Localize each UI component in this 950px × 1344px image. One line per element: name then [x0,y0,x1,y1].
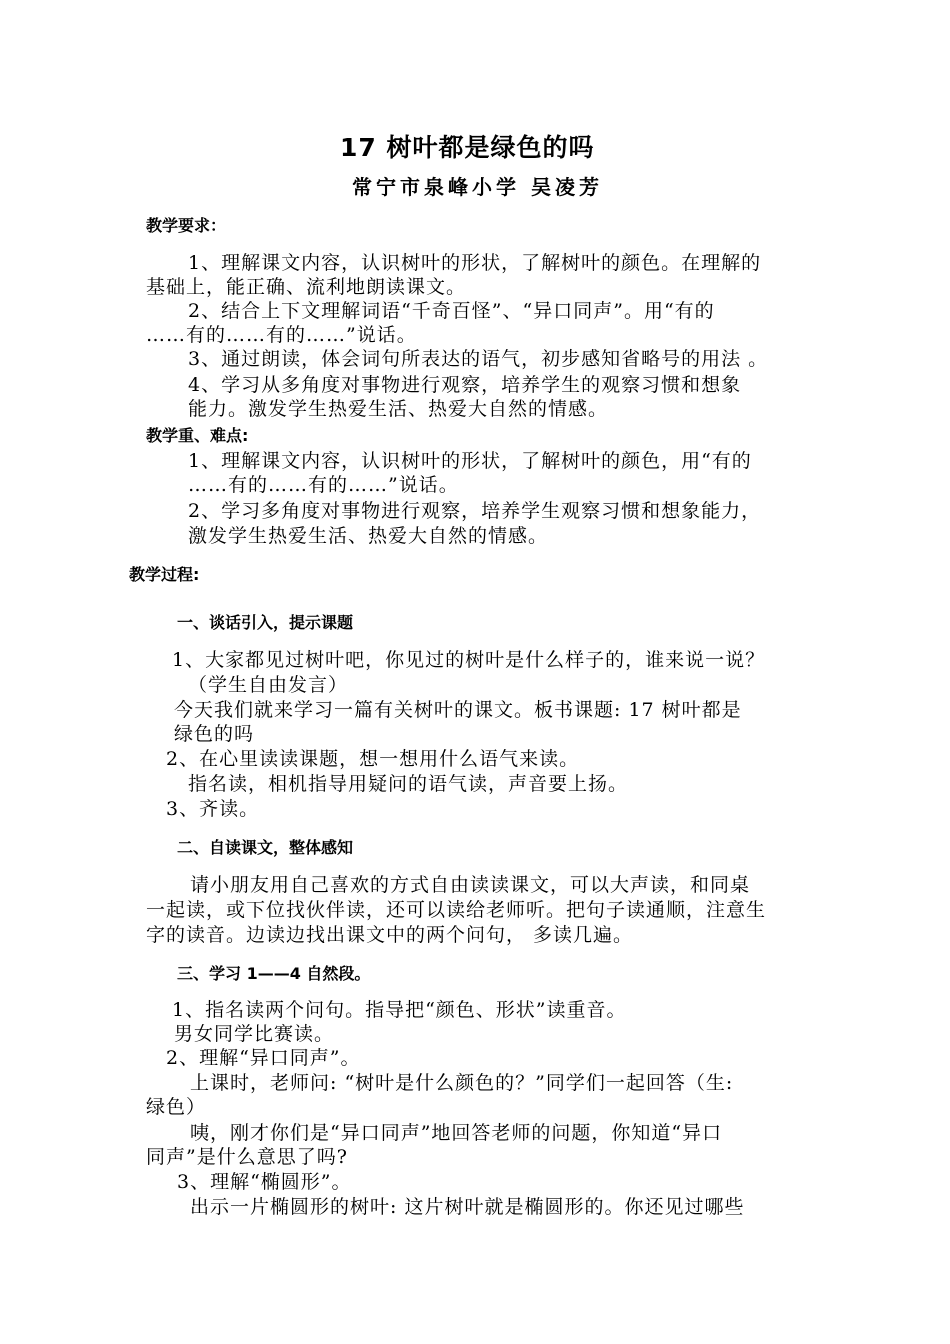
section-line: 咦，刚才你们是“异口同声”地回答老师的问题，你知道“异口 [190,1122,723,1144]
section-line: 2、理解“异口同声”。 [166,1047,361,1069]
key-point-line: ……有的……有的……”说话。 [188,474,459,496]
section-line: 出示一片椭圆形的树叶: 这片树叶就是椭圆形的。你还见过哪些 [190,1196,745,1218]
page-title: 17 树叶都是绿色的吗 [340,133,595,162]
requirement-line: 1、理解课文内容，认识树叶的形状，了解树叶的颜色。在理解的 [188,252,762,274]
section-line: 一起读，或下位找伙伴读，还可以读给老师听。把句子读通顺，注意生 [146,899,767,921]
requirement-line: ……有的……有的……”说话。 [146,324,417,346]
section-line: 1、指名读两个问句。指导把“颜色、形状”读重音。 [172,999,627,1021]
requirements-heading: 教学要求： [146,216,227,235]
section-heading: 三、学习 1——4 自然段。 [177,964,371,983]
requirement-line: 2、结合上下文理解词语“千奇百怪”、“异口同声”。用“有的 [188,300,715,322]
requirement-line: 基础上，能正确、流利地朗读课文。 [146,276,467,298]
section-line: （学生自由发言） [188,674,349,696]
section-line: 3、理解“椭圆形”。 [177,1171,352,1193]
key-point-line: 激发学生热爱生活、热爱大自然的情感。 [188,525,549,547]
section-line: 同声”是什么意思了吗? [146,1146,348,1168]
section-line: 男女同学比赛读。 [174,1023,335,1045]
requirement-line: 能力。激发学生热爱生活、热爱大自然的情感。 [188,398,609,420]
process-heading: 教学过程: [129,565,200,584]
section-heading: 二、自读课文，整体感知 [177,838,354,857]
section-line: 2、在心里读读课题，想一想用什么语气来读。 [166,748,580,770]
section-line: 指名读，相机指导用疑问的语气读，声音要上扬。 [188,773,629,795]
section-line: 绿色的吗 [174,723,255,745]
key-point-line: 2、学习多角度对事物进行观察，培养学生观察习惯和想象能力， [188,500,762,522]
section-line: 3、齐读。 [166,798,260,820]
author-line: 常宁市泉峰小学 吴凌芳 [352,175,603,199]
key-points-heading: 教学重、难点: [146,426,249,445]
requirement-line: 3、通过朗读，体会词句所表达的语气，初步感知省略号的用法 。 [188,348,769,370]
section-heading: 一、谈话引入，提示课题 [177,613,354,632]
section-line: 请小朋友用自己喜欢的方式自由读读课文，可以大声读，和同桌 [190,874,751,896]
requirement-line: 4、学习从多角度对事物进行观察，培养学生的观察习惯和想象 [188,374,742,396]
section-line: 今天我们就来学习一篇有关树叶的课文。板书课题: 17 树叶都是 [174,699,742,721]
section-line: 上课时，老师问: “树叶是什么颜色的？”同学们一起回答（生: [190,1072,734,1094]
section-line: 字的读音。边读边找出课文中的两个问句， 多读几遍。 [146,924,634,946]
key-point-line: 1、理解课文内容，认识树叶的形状，了解树叶的颜色，用“有的 [188,450,752,472]
section-line: 绿色） [146,1096,207,1118]
section-line: 1、大家都见过树叶吧，你见过的树叶是什么样子的，谁来说一说？ [172,649,766,671]
